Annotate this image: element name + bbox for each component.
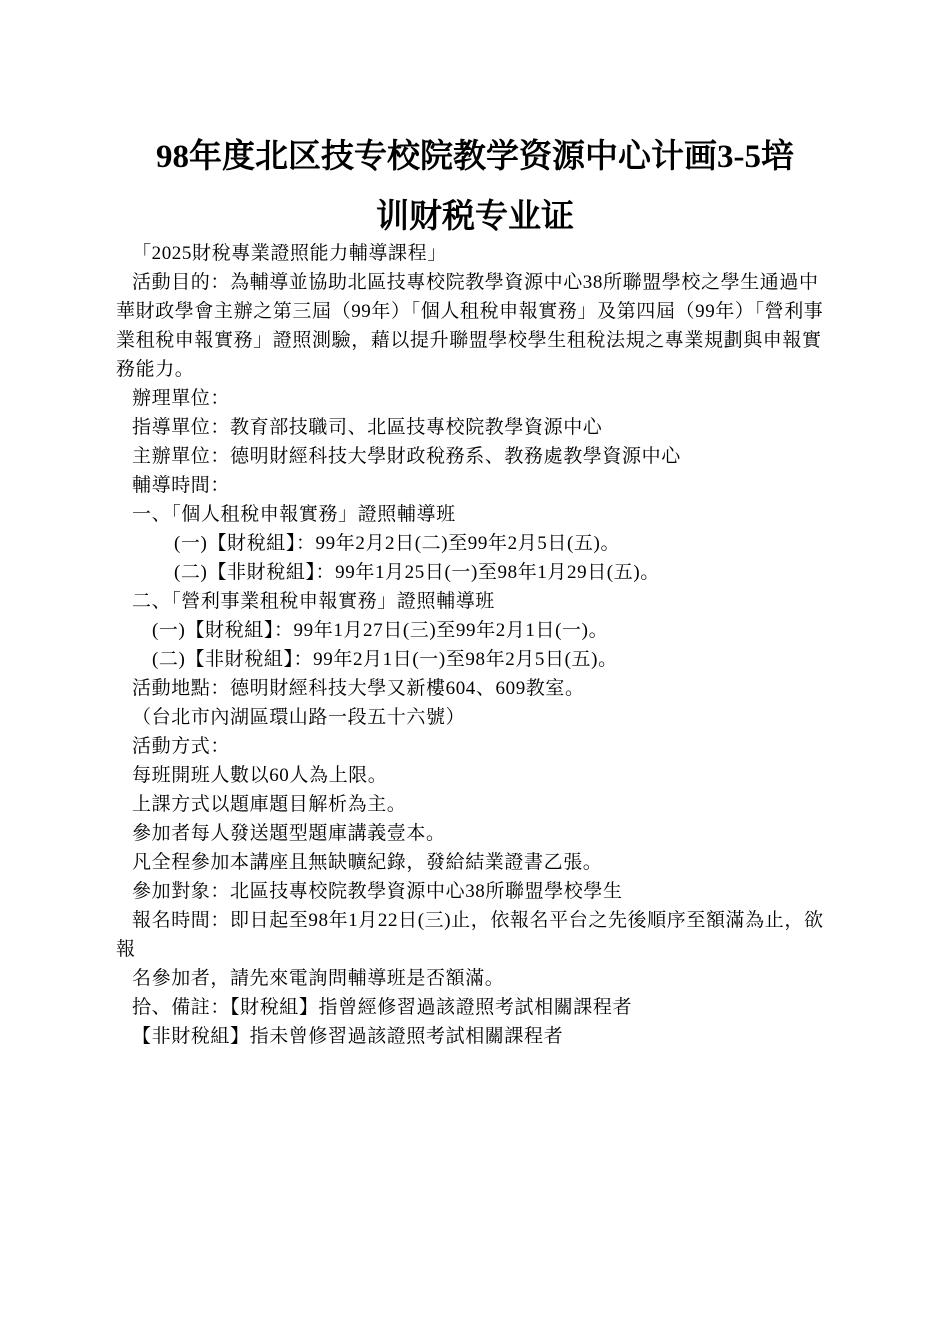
class1-title: 一、「個人租稅申報實務」證照輔導班 <box>132 504 456 525</box>
note-2: 【非財稅組】指未曾修習過該證照考試相關課程者 <box>132 1026 564 1047</box>
note-1: 拾、備註：【財稅組】指曾經修習過該證照考試相關課程者 <box>132 997 633 1018</box>
location: 活動地點：德明財經科技大學又新樓604、609教室。 <box>132 678 585 699</box>
purpose-text: 活動目的：為輔導並協助北區技專校院教學資源中心38所聯盟學校之學生通過中華財政學會主辦之第三屆（99年）「個人租稅申報實務」及第四屆（99年）「營利事業租稅申報實務」證照測驗，藉以提升聯盟學校學生租稅法規之專業規劃與申報實務能力。 <box>116 272 824 380</box>
document-body <box>116 239 836 1051</box>
participants: 參加對象：北區技專校院教學資源中心38所聯盟學校學生 <box>132 881 623 902</box>
purpose-paragraph <box>116 268 836 384</box>
class2-group1: (一)【財稅組】：99年1月27日(三)至99年2月1日(一)。 <box>152 620 609 641</box>
address: （台北市內湖區環山路一段五十六號） <box>132 707 466 728</box>
registration-continued: 名參加者，請先來電詢問輔導班是否額滿。 <box>132 968 505 989</box>
registration-paragraph <box>116 906 836 964</box>
host-unit: 主辦單位：德明財經科技大學財政稅務系、教務處教學資源中心 <box>132 446 681 467</box>
method-item-4: 凡全程參加本講座且無缺曠紀錄，發給結業證書乙張。 <box>132 852 603 873</box>
class1-group1: (一)【財稅組】：99年2月2日(二)至99年2月5日(五)。 <box>174 533 621 554</box>
class2-title: 二、「營利事業租稅申報實務」證照輔導班 <box>132 591 495 612</box>
method-item-2: 上課方式以題庫題目解析為主。 <box>132 794 407 815</box>
method-item-3: 參加者每人發送題型題庫講義壹本。 <box>132 823 446 844</box>
class1-group2: (二)【非財稅組】：99年1月25日(一)至98年1月29日(五)。 <box>174 562 660 583</box>
guidance-unit: 指導單位：教育部技職司、北區技專校院教學資源中心 <box>132 417 603 438</box>
course-name: 「2025財稅專業證照能力輔導課程」 <box>132 243 447 264</box>
class2-group2: (二)【非財稅組】：99年2月1日(一)至98年2月5日(五)。 <box>152 649 618 670</box>
registration-text: 報名時間：即日起至98年1月22日(三)止，依報名平台之先後順序至額滿為止，欲報 <box>116 910 824 960</box>
method-heading: 活動方式： <box>132 736 231 757</box>
document-title-line1: 98年度北区技专校院教学资源中心计画3-5培 <box>156 139 794 175</box>
schedule-heading: 輔導時間： <box>132 475 231 496</box>
method-item-1: 每班開班人數以60人為上限。 <box>132 765 388 786</box>
document-title-line2: 训财税专业证 <box>376 199 574 235</box>
organizers-heading: 辦理單位： <box>132 388 231 409</box>
